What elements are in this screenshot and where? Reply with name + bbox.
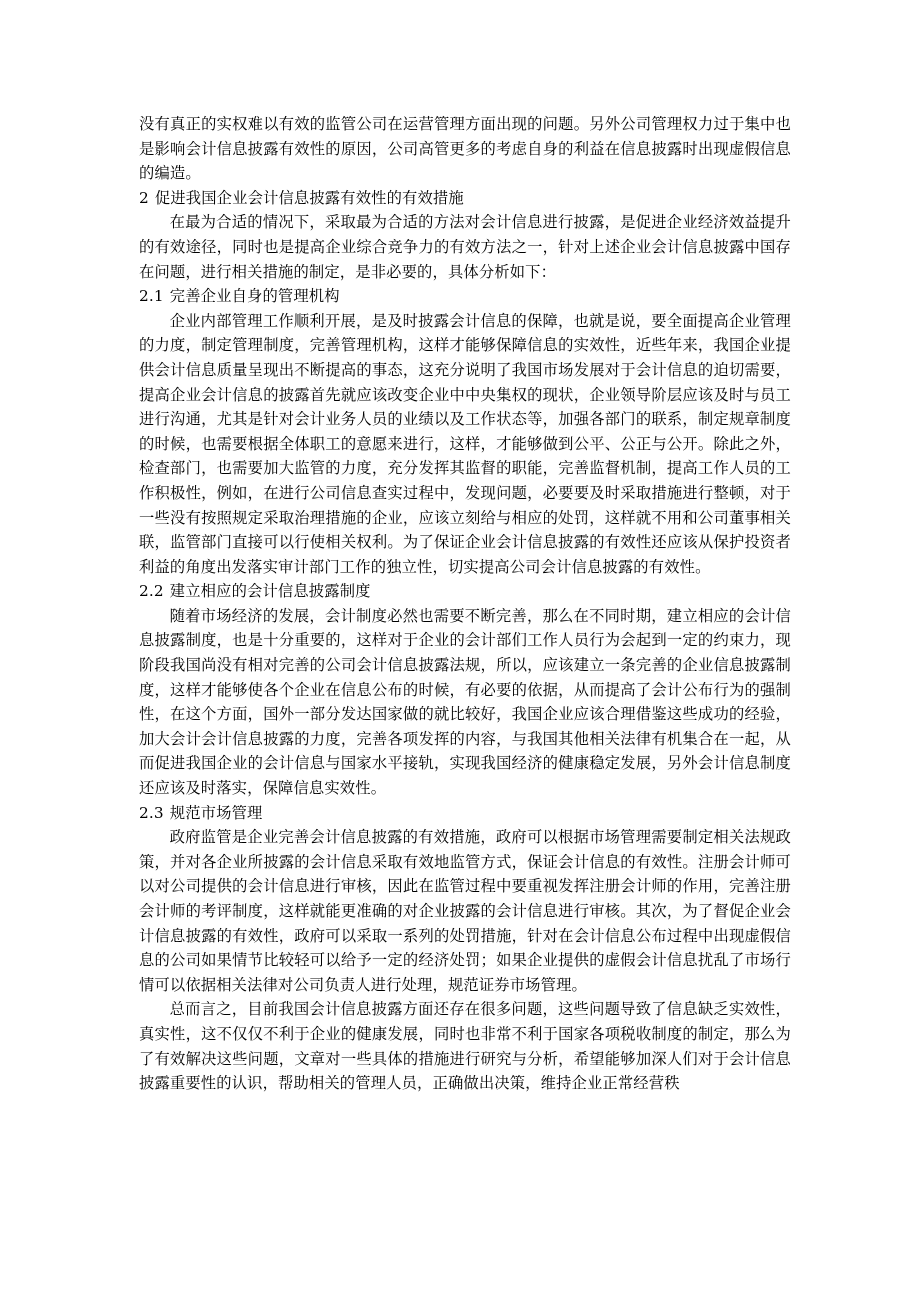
paragraph-intro: 在最为合适的情况下，采取最为合适的方法对会计信息进行披露，是促进企业经济效益提升的有效途径，同时也是提高企业综合竞争力的有效方法之一，针对上述企业会计信息披露中国存在问题，进行相关措施的制定，是非必要的，具体分析如下： [139, 213, 791, 281]
section-heading-2-3 [139, 801, 791, 826]
section-number: 2 [139, 188, 149, 207]
section-heading-2 [139, 186, 791, 211]
section-number: 2.3 [139, 803, 164, 822]
section-title: 完善企业自身的管理机构 [169, 287, 340, 306]
paragraph-market-regulation: 政府监管是企业完善会计信息披露的有效措施，政府可以根据市场管理需要制定相关法规政策，并对各企业所披露的会计信息采取有效地监管方式，保证会计信息的有效性。注册会计师可以对公司提供的会计信息进行审核，因此在监管过程中要重视发挥注册会计师的作用，完善注册会计师的考评制度，这样就能更准确的对企业披露的会计信息进行审核。其次，为了督促企业会计信息披露的有效性，政府可以采取一系列的处罚措施，针对在会计信息公布过程中出现虚假信息的公司如果情节比较轻可以给予一定的经济处罚；如果企业提供的虚假会计信息扰乱了市场行情可以依据相关法律对公司负责人进行处理，规范证券市场管理。 [139, 828, 791, 994]
document-body [139, 112, 791, 1096]
paragraph-management: 企业内部管理工作顺利开展，是及时披露会计信息的保障，也就是说，要全面提高企业管理的力度，制定管理制度，完善管理机构，这样才能够保障信息的实效性，近些年来，我国企业提供会计信息质量呈现出不断提高的事态，这充分说明了我国市场发展对于会计信息的迫切需要，提高企业会计信息的披露首先就应该改变企业中中央集权的现状，企业领导阶层应该及时与员工进行沟通，尤其是针对会计业务人员的业绩以及工作状态等，加强各部门的联系，制定规章制度的时候，也需要根据全体职工的意愿来进行，这样，才能够做到公平、公正与公开。除此之外，检查部门，也需要加大监管的力度，充分发挥其监督的职能，完善监督机制，提高工作人员的工作积极性，例如，在进行公司信息查实过程中，发现问题，必要要及时采取措施进行整顿，对于一些没有按照规定采取治理措施的企业，应该立刻给与相应的处罚，这样就不用和公司董事相关联，监管部门直接可以行使相关权利。为了保证企业会计信息披露的有效性还应该从保护投资者利益的角度出发落实审计部门工作的独立性，切实提高公司会计信息披露的有效性。 [139, 311, 791, 576]
section-heading-2-1 [139, 284, 791, 309]
paragraph-continuation: 没有真正的实权难以有效的监管公司在运营管理方面出现的问题。另外公司管理权力过于集中也是影响会计信息披露有效性的原因，公司高管更多的考虑自身的利益在信息披露时出现虚假信息的编造。 [139, 115, 791, 183]
section-title: 建立相应的会计信息披露制度 [169, 582, 371, 601]
section-title: 规范市场管理 [169, 803, 263, 822]
section-title: 促进我国企业会计信息披露有效性的有效措施 [154, 188, 464, 207]
section-heading-2-2 [139, 579, 791, 604]
section-number: 2.1 [139, 287, 164, 306]
paragraph-disclosure-system: 随着市场经济的发展，会计制度必然也需要不断完善，那么在不同时期，建立相应的会计信息披露制度，也是十分重要的，这样对于企业的会计部们工作人员行为会起到一定的约束力，现阶段我国尚没有相对完善的公司会计信息披露法规，所以，应该建立一条完善的企业信息披露制度，这样才能够使各个企业在信息公布的时候，有必要的依据，从而提高了会计公布行为的强制性，在这个方面，国外一部分发达国家做的就比较好，我国企业应该合理借鉴这些成功的经验，加大会计会计信息披露的力度，完善各项发挥的内容，与我国其他相关法律有机集合在一起，从而促进我国企业的会计信息与国家水平接轨，实现我国经济的健康稳定发展，另外会计信息制度还应该及时落实，保障信息实效性。 [139, 606, 791, 798]
section-number: 2.2 [139, 582, 164, 601]
paragraph-conclusion: 总而言之，目前我国会计信息披露方面还存在很多问题，这些问题导致了信息缺乏实效性，真实性，这不仅仅不利于企业的健康发展，同时也非常不利于国家各项税收制度的制定，那么为了有效解决这些问题，文章对一些具体的措施进行研究与分析，希望能够加深人们对于会计信息披露重要性的认识，帮助相关的管理人员，正确做出决策，维持企业正常经营秩 [139, 1000, 791, 1093]
